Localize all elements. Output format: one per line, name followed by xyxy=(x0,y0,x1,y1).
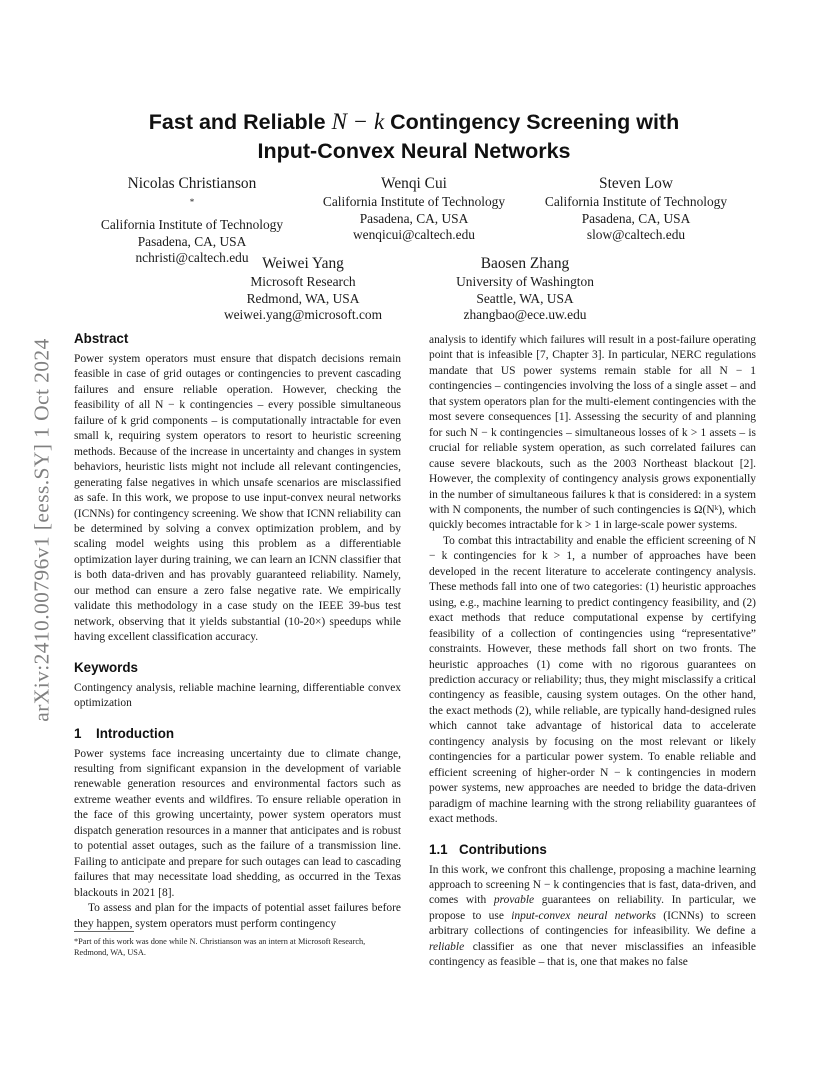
author-location: Pasadena, CA, USA xyxy=(359,210,469,226)
author-name: Wenqi Cui xyxy=(381,175,447,192)
author-block xyxy=(536,175,736,244)
emphasis-text: input-convex neural networks xyxy=(511,909,657,922)
keywords-text: Contingency analysis, reliable machine learning, differentiable convex optimization xyxy=(74,681,401,710)
footnote-rule xyxy=(74,931,134,932)
title-text-post: Contingency Screening with xyxy=(384,110,680,134)
author-name: Steven Low xyxy=(599,175,673,192)
footnote: *Part of this work was done while N. Christianson was an intern at Microsoft Research, Redmond, WA, USA. xyxy=(74,937,366,957)
author-block xyxy=(314,175,514,244)
author-block xyxy=(425,255,625,324)
intro-paragraph-4: To combat this intractability and enable the efficient screening of N − k contingencies for k > 1, a number of approaches have been developed in the recent literature to accelerate contingency analysis. These methods fall into one of two categories: (1) heuristic approaches using, e.g., machine learning to predict contingency feasibility, and (2) exact methods that reduce computational expense by certifying feasibility of a collection of contingencies using “representative” constraints. However, these methods fall short on two fronts. The heuristic approaches (1) come with no rigorous guarantees on prediction accuracy or reliability; thus, they might misclassify a critical contingency as feasible, causing system outages. On the other hand, the exact methods (2), while reliable, are typically hand-designed rules which cannot take advantage of historical data to accelerate contingency analysis by focusing on the most relevant or likely contingencies for a particular power system. To enable reliable and efficient screening of higher-order N − k contingencies in modern power systems, new approaches are needed to bridge the data-driven paradigm of machine learning with the strong reliability guarantees of exact methods. xyxy=(429,534,756,826)
intro-paragraph-1: Power systems face increasing uncertainty due to climate change, resulting from significant expansion in the development of variable renewable generation resources and environmental factors such as extreme weather events and wildfires. To ensure reliable operation in the face of this growing uncertainty, power system operators must dispatch generation resources in a manner that anticipates and is robust to potential asset outages, such as the failure of a transmission line. Failing to anticipate and prepare for such outages can lead to cascading failures that may necessitate load shedding, as occurred in the Texas blackouts in 2021 [8]. xyxy=(74,747,401,899)
title-line-2: Input-Convex Neural Networks xyxy=(257,139,571,163)
author-location: Redmond, WA, USA xyxy=(246,290,360,306)
section-title: Contributions xyxy=(459,841,547,857)
section-title: Introduction xyxy=(96,725,175,741)
arxiv-identifier: arXiv:2410.00796v1 [eess.SY] 1 Oct 2024 xyxy=(29,338,54,722)
section-number: 1 xyxy=(74,725,82,741)
introduction-heading xyxy=(74,725,401,742)
section-number: 1.1 xyxy=(429,841,448,857)
contributions-heading xyxy=(429,841,756,858)
author-affiliation: California Institute of Technology xyxy=(100,217,284,233)
author-affiliation: Microsoft Research xyxy=(250,274,356,289)
paper-title xyxy=(0,107,828,166)
intro-paragraph-3: analysis to identify which failures will result in a post-failure operating point that is infeasible [7, Chapter 3]. In particular, NERC regulations mandate that US power systems remain stable for all N − 1 contingencies – contingencies involving the loss of a single asset – and that system operators plan for the multi-element contingencies with the most severe consequences [1]. Assessing the security of and planning for such N − k contingencies – simultaneous losses of k > 1 assets – is crucial for reliable system operation, as such correlated failures can cause severe blackouts, such as the 2003 Northeast blackout [2]. However, the complexity of contingency analysis grows exponentially in the number of simultaneous failures k that is considered: in a system with N components, the number of such contingencies is Ω(Nᵏ), which quickly becomes intractable for k > 1 in large-scale power systems. xyxy=(429,334,756,532)
author-affiliation: University of Washington xyxy=(456,274,594,289)
author-location: Pasadena, CA, USA xyxy=(581,210,691,226)
author-email[interactable]: zhangbao@ece.uw.edu xyxy=(463,307,587,323)
right-column xyxy=(429,333,756,971)
author-affiliation: California Institute of Technology xyxy=(544,194,728,209)
abstract-heading: Abstract xyxy=(74,331,129,346)
author-location: Seattle, WA, USA xyxy=(476,290,574,306)
author-email[interactable]: wenqicui@caltech.edu xyxy=(352,227,475,243)
author-email[interactable]: nchristi@caltech.edu xyxy=(135,250,249,266)
author-name: Baosen Zhang xyxy=(480,255,570,272)
author-email[interactable]: slow@caltech.edu xyxy=(586,227,686,243)
keywords-heading: Keywords xyxy=(74,659,138,675)
author-affiliation: California Institute of Technology xyxy=(322,194,506,209)
contributions-paragraph: In this work, we confront this challenge, proposing a machine learning approach to screening N − k contingencies that is fast, data-driven, and comes with provable guarantees on reliability. In particular, we propose to use input-convex neural networks (ICNNs) to screen arbitrary collections of contingencies for infeasibility. We define a reliable classifier as one that never misclassifies an infeasible contingency as feasible – that is, one that makes no false xyxy=(429,863,756,969)
author-name: Nicolas Christianson * xyxy=(127,175,257,207)
emphasis-text: provable xyxy=(493,894,535,907)
title-line-1 xyxy=(0,107,828,137)
emphasis-text: reliable xyxy=(429,940,465,953)
abstract-text: Power system operators must ensure that dispatch decisions remain feasible in case of grid outages or contingencies to prevent cascading failures and ensure reliable operation. However, checking the feasibility of all N − k contingencies – every possible simultaneous failure of k grid components – is computationally intractable for even small k, requiring system operators to resort to heuristic screening methods. Because of the increase in uncertainty and changes in system behaviors, heuristic lists might not include all relevant contingencies, generating false negatives in which unsafe scenarios are misclassified as safe. In this work, we propose to use input-convex neural networks (ICNNs) for contingency screening. We show that ICNN reliability can be determined by solving a convex optimization problem, and by scaling model weights using this problem as a differentiable optimization layer during training, we can learn an ICNN classifier that is both data-driven and has provably guaranteed reliability. Namely, our method can ensure a zero false negative rate. We empirically validate this methodology in a case study on the IEEE 39-bus test network, observing that it yields substantial (10-20×) speedups while having excellent classification accuracy. xyxy=(74,353,401,644)
left-column xyxy=(74,330,401,932)
footnote-mark: * xyxy=(189,197,195,207)
author-block xyxy=(92,175,292,267)
author-block xyxy=(203,255,403,324)
author-name: Weiwei Yang xyxy=(262,255,344,272)
intro-paragraph-2: To assess and plan for the impacts of potential asset failures before they happen, system operators must perform contingency xyxy=(74,902,401,930)
author-location: Pasadena, CA, USA xyxy=(137,233,247,249)
title-math: N − k xyxy=(331,109,385,134)
author-email[interactable]: weiwei.yang@microsoft.com xyxy=(223,307,383,323)
title-text-pre: Fast and Reliable xyxy=(148,110,332,134)
